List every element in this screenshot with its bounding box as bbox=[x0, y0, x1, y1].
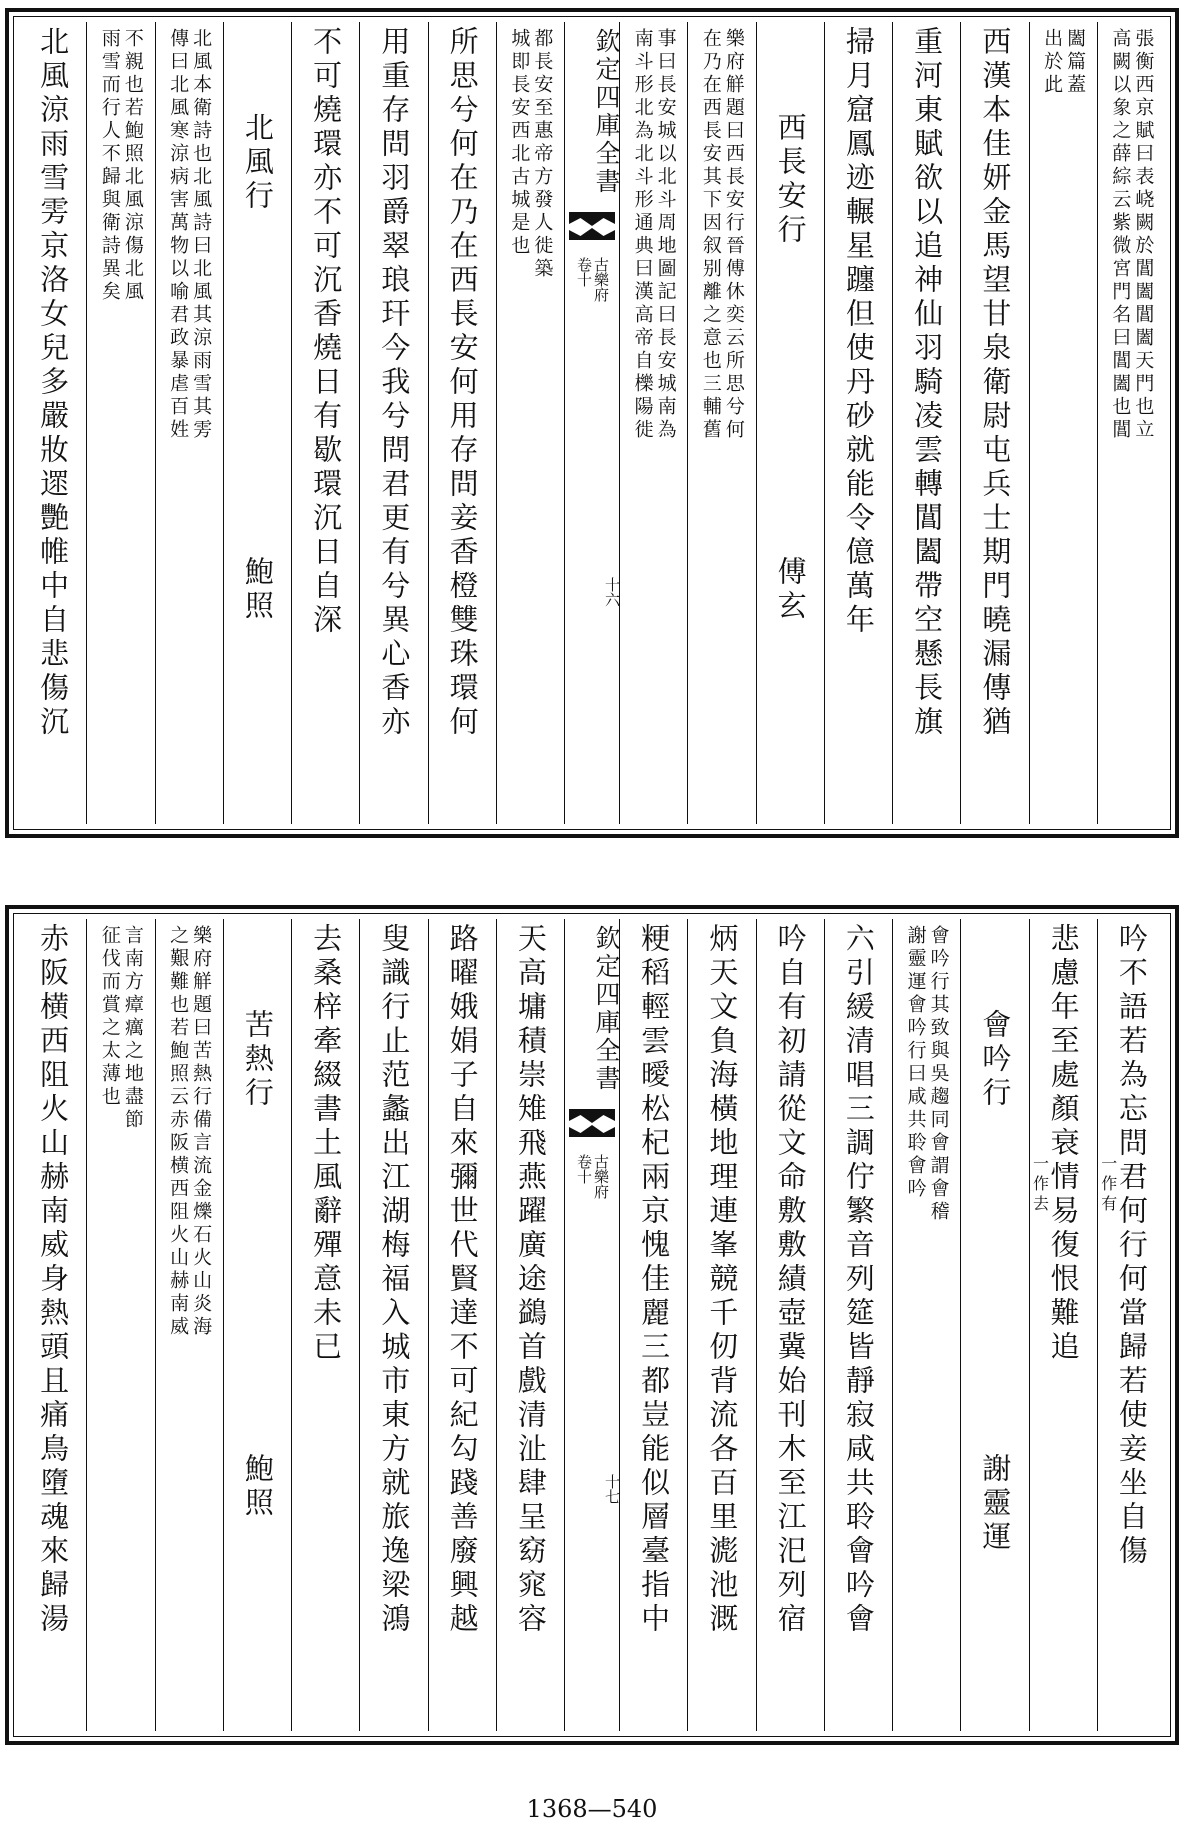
commentary-line: 都長安至惠帝方發人徙築 bbox=[531, 28, 554, 281]
volume-label-line: 卷十 bbox=[575, 1154, 593, 1184]
text-column bbox=[1097, 919, 1165, 1731]
text-column bbox=[19, 919, 86, 1731]
commentary-pair bbox=[100, 919, 142, 1731]
main-text: 赤阪横西阻火山赫南威身熱頭且痛鳥墮魂來歸湯 bbox=[36, 923, 71, 1637]
main-text: 吟不語若為忘問君何行何當歸若使妾坐自傷 bbox=[1114, 923, 1149, 1569]
text-column bbox=[428, 919, 496, 1731]
poem-title: 北風行 bbox=[240, 112, 275, 214]
commentary-column bbox=[1029, 22, 1097, 824]
commentary-pair bbox=[167, 919, 213, 1731]
poem-author: 謝靈運 bbox=[978, 1453, 1013, 1555]
commentary-pair bbox=[1109, 22, 1155, 824]
commentary-column bbox=[892, 919, 960, 1731]
text-column bbox=[687, 919, 755, 1731]
main-text: 所思兮何在乃在西長安何用存問妾香橙雙珠環何 bbox=[445, 26, 480, 740]
text-column bbox=[824, 22, 892, 824]
commentary-pair bbox=[167, 22, 213, 824]
commentary-line: 闔篇蓋 bbox=[1064, 28, 1087, 97]
poem-title: 苦熱行 bbox=[240, 1009, 275, 1111]
columns-container bbox=[19, 919, 1165, 1731]
commentary-column bbox=[86, 22, 154, 824]
main-text: 六引緩清唱三調佇繁音列筵皆靜寂咸共聆會吟會 bbox=[841, 923, 876, 1637]
text-column bbox=[960, 22, 1028, 824]
text-column bbox=[892, 22, 960, 824]
leaf-number: 十六 bbox=[603, 577, 621, 607]
volume-label bbox=[565, 1154, 619, 1199]
main-text: 路曜娥娟子自來彌世代賢達不可紀勾踐善廢興越 bbox=[445, 923, 480, 1637]
poem-heading-column bbox=[960, 919, 1028, 1731]
text-column bbox=[291, 22, 359, 824]
main-text: 用重存問羽爵翠琅玕今我兮問君更有兮異心香亦 bbox=[377, 26, 412, 740]
text-column bbox=[359, 22, 427, 824]
text-column bbox=[428, 22, 496, 824]
volume-label-line: 卷十 bbox=[575, 257, 593, 287]
commentary-line: 樂府觧題曰苦熱行備言流金爍石火山炎海 bbox=[190, 925, 213, 1339]
commentary-line: 不親也若鮑照北風涼傷北風 bbox=[121, 28, 144, 304]
commentary-pair bbox=[100, 22, 142, 824]
commentary-line: 城即長安西北古城是也 bbox=[508, 28, 531, 258]
commentary-line: 張衡西京賦曰表峣闕於閶闔閶闔天門也立 bbox=[1132, 28, 1155, 442]
main-text: 天高墉積崇雉飛燕躍廣途鷁首戲清沚肆呈窈窕容 bbox=[513, 923, 548, 1637]
main-text: 重河東賦欲以追神仙羽騎凌雲轉閶闔帶空懸長旗 bbox=[910, 26, 945, 740]
center-fold-column bbox=[564, 22, 619, 824]
commentary-line: 之艱難也若鮑照云赤阪横西阻火山赫南威 bbox=[167, 925, 190, 1339]
commentary-column bbox=[155, 919, 223, 1731]
commentary-line: 出於此 bbox=[1041, 28, 1064, 97]
text-column bbox=[756, 919, 824, 1731]
commentary-column bbox=[496, 22, 564, 824]
commentary-line: 南斗形北為北斗形通典曰漢高帝自櫟陽徙 bbox=[631, 28, 654, 442]
commentary-line: 高闕以象之薛綜云紫微宮門名曰閶闔也閶 bbox=[1109, 28, 1132, 442]
poem-title: 西長安行 bbox=[773, 112, 808, 248]
commentary-line: 事曰長安城以北斗周地圖記曰長安城南為 bbox=[654, 28, 677, 442]
text-column bbox=[359, 919, 427, 1731]
commentary-pair bbox=[906, 919, 948, 1731]
commentary-line: 言南方瘴癘之地盡節 bbox=[121, 925, 144, 1132]
commentary-pair bbox=[508, 22, 554, 824]
commentary-column bbox=[687, 22, 755, 824]
main-text: 悲慮年至處顏衰情易復恨難追 bbox=[1046, 923, 1081, 1365]
poem-author: 鮑照 bbox=[240, 556, 275, 624]
main-text: 炳天文負海橫地理連峯競千仞背流各百里滮池溉 bbox=[705, 923, 740, 1637]
commentary-column bbox=[155, 22, 223, 824]
commentary-column bbox=[619, 22, 687, 824]
volume-label-line: 古樂府 bbox=[592, 1154, 610, 1199]
commentary-column bbox=[1097, 22, 1165, 824]
variant-note: 一作有 bbox=[1098, 1155, 1118, 1215]
fish-tail-ornament-icon bbox=[569, 212, 615, 240]
fish-tail-ornament-icon bbox=[569, 1109, 615, 1137]
variant-note: 一作去 bbox=[1030, 1155, 1050, 1215]
poem-heading-column bbox=[756, 22, 824, 824]
text-column bbox=[19, 22, 86, 824]
commentary-line: 在乃在西長安其下因叙别離之意也三輔舊 bbox=[699, 28, 722, 442]
text-column bbox=[291, 919, 359, 1731]
commentary-line: 北風本衛詩也北風詩曰北風其涼雨雪其雱 bbox=[190, 28, 213, 442]
commentary-line: 謝靈運會吟行曰咸共聆會吟 bbox=[904, 925, 927, 1201]
volume-label bbox=[565, 257, 619, 302]
poem-author: 鮑照 bbox=[240, 1453, 275, 1521]
main-text: 叟識行止范蠡出江湖梅福入城市東方就旅逸梁鴻 bbox=[377, 923, 412, 1637]
commentary-column bbox=[86, 919, 154, 1731]
page-frame bbox=[5, 8, 1179, 838]
main-text: 掃月窟鳳迹輾星躔但使丹砂就能令億萬年 bbox=[841, 26, 876, 638]
commentary-line: 會吟行其致與吳趨同會謂會稽 bbox=[927, 925, 950, 1224]
poem-heading-column bbox=[223, 919, 291, 1731]
commentary-line: 征伐而賞之太薄也 bbox=[98, 925, 121, 1109]
commentary-pair bbox=[701, 22, 743, 824]
poem-heading-column bbox=[223, 22, 291, 824]
page-footer-number: 1368—540 bbox=[526, 1795, 658, 1823]
commentary-pair bbox=[633, 22, 675, 824]
main-text: 北風涼雨雪雱京洛女兒多嚴妝遝艷帷中自悲傷沉 bbox=[36, 26, 71, 740]
commentary-line: 傳曰北風寒涼病害萬物以喻君政暴虐百姓 bbox=[167, 28, 190, 442]
volume-label-line: 古樂府 bbox=[592, 257, 610, 302]
page-bottom bbox=[0, 885, 1184, 1765]
main-text: 去桑梓牽綴書土風辭殫意未已 bbox=[309, 923, 344, 1365]
columns-container bbox=[19, 22, 1165, 824]
text-column bbox=[619, 919, 687, 1731]
text-column bbox=[824, 919, 892, 1731]
text-column bbox=[1029, 919, 1097, 1731]
commentary-line: 樂府觧題曰西長安行晉傅休奕云所思兮何 bbox=[722, 28, 745, 442]
page-top bbox=[0, 0, 1184, 845]
commentary-pair bbox=[1041, 22, 1087, 824]
main-text: 不可燒環亦不可沉香燒日有歇環沉日自深 bbox=[309, 26, 344, 638]
leaf-number: 十七 bbox=[603, 1474, 621, 1504]
main-text: 西漢本佳妍金馬望甘泉衛尉屯兵士期門曉漏傳猶 bbox=[978, 26, 1013, 740]
text-column bbox=[496, 919, 564, 1731]
commentary-line: 雨雪而行人不歸與衛詩異矣 bbox=[98, 28, 121, 304]
book-title: 欽定四庫全書 bbox=[592, 925, 621, 1093]
poem-title: 會吟行 bbox=[978, 1009, 1013, 1111]
main-text: 粳稻輕雲曖松杞兩京愧佳麗三都豈能似層臺指中 bbox=[637, 923, 672, 1637]
main-text: 吟自有初請從文命敷敷績壺冀始刊木至江汜列宿 bbox=[773, 923, 808, 1637]
book-title: 欽定四庫全書 bbox=[592, 28, 621, 196]
poem-author: 傅玄 bbox=[773, 556, 808, 624]
center-fold-column bbox=[564, 919, 619, 1731]
page-frame bbox=[5, 905, 1179, 1745]
